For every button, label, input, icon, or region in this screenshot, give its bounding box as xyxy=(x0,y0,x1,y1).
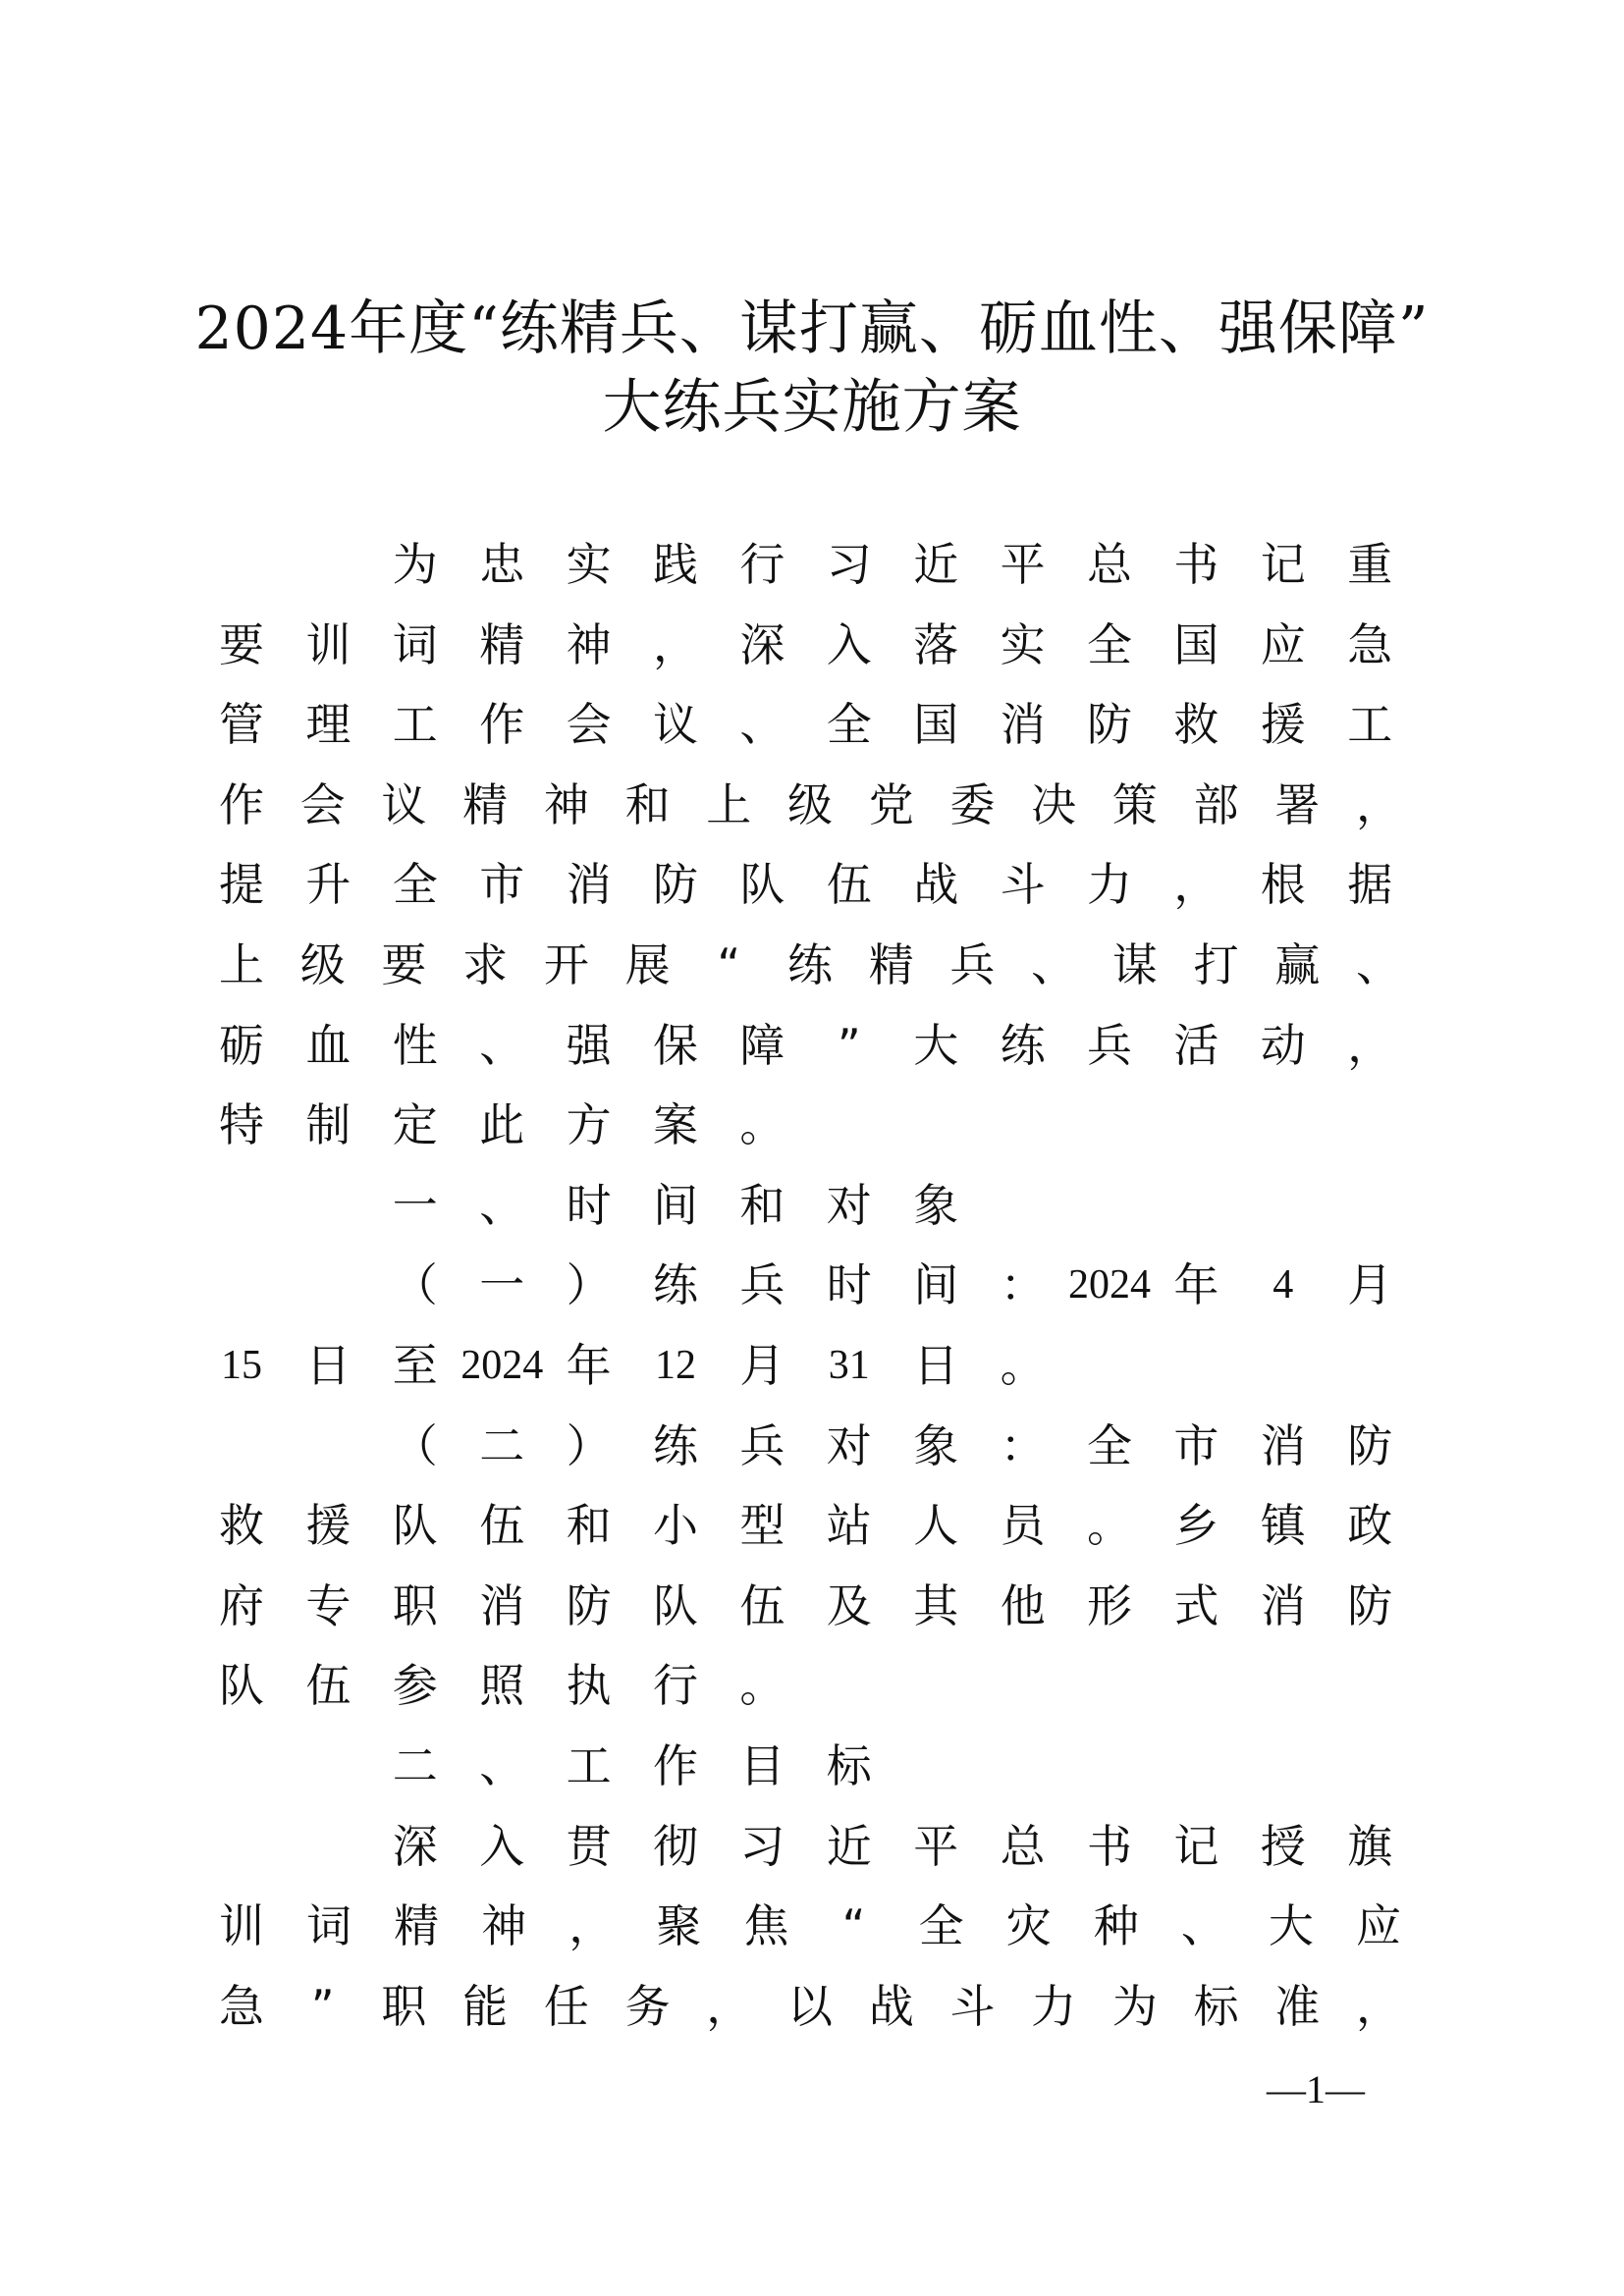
glyph: 员 xyxy=(1000,1499,1046,1553)
body-line xyxy=(0,1967,1624,2046)
glyph: 防 xyxy=(566,1578,612,1632)
glyph: 作 xyxy=(653,1739,698,1792)
glyph: 重 xyxy=(1347,538,1393,591)
glyph: 管 xyxy=(219,698,264,752)
glyph: 聚 xyxy=(656,1899,702,1953)
body-line xyxy=(0,1407,1624,1485)
glyph: 、 xyxy=(479,1739,525,1792)
glyph: 伍 xyxy=(305,1659,352,1713)
glyph: ， xyxy=(706,1979,752,2033)
glyph: 、 xyxy=(479,1178,525,1232)
glyph: 。 xyxy=(739,1659,785,1713)
glyph: 兵 xyxy=(1087,1018,1132,1072)
glyph: 神 xyxy=(481,1899,527,1953)
glyph: 。 xyxy=(1087,1499,1132,1553)
glyph: 二 xyxy=(479,1418,525,1472)
glyph: 任 xyxy=(543,1979,589,2033)
section-heading xyxy=(0,1166,1624,1245)
body-line xyxy=(0,845,1624,924)
body-line xyxy=(0,1567,1624,1645)
glyph: 其 xyxy=(913,1578,959,1632)
glyph: 府 xyxy=(219,1578,264,1632)
glyph: 为 xyxy=(1111,1979,1158,2033)
glyph: 精 xyxy=(462,777,509,831)
glyph: 和 xyxy=(624,777,671,831)
glyph: 案 xyxy=(653,1098,698,1152)
glyph: 日 xyxy=(305,1339,352,1392)
glyph: 展 xyxy=(624,938,671,991)
glyph: 作 xyxy=(219,777,264,831)
glyph: 制 xyxy=(305,1098,352,1152)
glyph: 提 xyxy=(219,858,264,912)
glyph: 全 xyxy=(918,1899,964,1953)
glyph: 血 xyxy=(305,1018,352,1072)
glyph: 决 xyxy=(1031,777,1077,831)
glyph: 近 xyxy=(913,538,959,591)
glyph: ： xyxy=(1000,1258,1046,1312)
glyph: 障 xyxy=(739,1018,785,1072)
glyph: 训 xyxy=(219,1899,264,1953)
glyph: 救 xyxy=(219,1499,264,1553)
glyph: 专 xyxy=(305,1578,352,1632)
glyph: 要 xyxy=(381,938,427,991)
glyph: 会 xyxy=(299,777,346,831)
glyph: 活 xyxy=(1173,1018,1219,1072)
glyph: 能 xyxy=(462,1979,509,2033)
glyph: 2024 xyxy=(1068,1262,1151,1308)
glyph: 署 xyxy=(1274,777,1321,831)
glyph: ： xyxy=(1000,1418,1046,1472)
glyph: 象 xyxy=(913,1418,959,1472)
glyph: 、 xyxy=(1180,1899,1226,1953)
glyph: 方 xyxy=(566,1098,612,1152)
glyph: 深 xyxy=(392,1819,438,1873)
glyph: 精 xyxy=(394,1899,440,1953)
glyph: 应 xyxy=(1260,617,1306,671)
glyph: 升 xyxy=(305,858,352,912)
glyph: 人 xyxy=(913,1499,959,1553)
glyph: 形 xyxy=(1087,1578,1132,1632)
glyph: 要 xyxy=(219,617,264,671)
glyph: 党 xyxy=(868,777,914,831)
glyph: 赢 xyxy=(1274,938,1321,991)
glyph: 消 xyxy=(1000,698,1046,752)
glyph: 时 xyxy=(826,1258,872,1312)
glyph: 目 xyxy=(739,1739,785,1792)
glyph: 斗 xyxy=(949,1979,996,2033)
glyph: 工 xyxy=(392,698,438,752)
body-line xyxy=(0,926,1624,1004)
glyph: 二 xyxy=(392,1739,438,1792)
glyph: 职 xyxy=(392,1578,438,1632)
page-number: —1— xyxy=(1267,2067,1365,2111)
glyph: 上 xyxy=(706,777,752,831)
glyph: 为 xyxy=(392,538,438,591)
body-line xyxy=(0,1807,1624,1886)
glyph: 伍 xyxy=(826,858,872,912)
glyph: 以 xyxy=(787,1979,833,2033)
glyph: 训 xyxy=(305,617,352,671)
glyph: 间 xyxy=(913,1258,959,1312)
glyph: 月 xyxy=(1347,1258,1393,1312)
glyph: 象 xyxy=(913,1178,959,1232)
glyph: 应 xyxy=(1356,1899,1401,1953)
glyph: 练 xyxy=(787,938,833,991)
glyph: ， xyxy=(653,617,698,671)
glyph: 根 xyxy=(1260,858,1306,912)
glyph: ， xyxy=(568,1899,615,1953)
glyph: 求 xyxy=(462,938,509,991)
section-heading xyxy=(0,1727,1624,1805)
glyph: 伍 xyxy=(479,1499,525,1553)
glyph: 15 xyxy=(221,1343,262,1388)
glyph: 动 xyxy=(1260,1018,1306,1072)
body-line xyxy=(0,1486,1624,1565)
glyph: 灾 xyxy=(1005,1899,1052,1953)
document-title-line-2: 大练兵实施方案 xyxy=(602,373,1022,442)
glyph: 、 xyxy=(1356,938,1401,991)
glyph: 和 xyxy=(739,1178,785,1232)
glyph: 记 xyxy=(1260,538,1306,591)
glyph: 精 xyxy=(868,938,914,991)
glyph: 队 xyxy=(219,1659,264,1713)
glyph: 作 xyxy=(479,698,525,752)
glyph: 词 xyxy=(392,617,438,671)
glyph: 对 xyxy=(826,1418,872,1472)
glyph: 深 xyxy=(739,617,785,671)
body-line xyxy=(0,685,1624,764)
glyph: 精 xyxy=(479,617,525,671)
glyph: 书 xyxy=(1087,1819,1132,1873)
glyph: 防 xyxy=(1347,1578,1393,1632)
glyph: ， xyxy=(1173,858,1219,912)
glyph: 兵 xyxy=(949,938,996,991)
glyph: 大 xyxy=(913,1018,959,1072)
glyph: 2024 xyxy=(460,1343,544,1388)
body-line xyxy=(0,525,1624,604)
glyph: 队 xyxy=(739,858,785,912)
glyph: 准 xyxy=(1274,1979,1321,2033)
glyph: 特 xyxy=(219,1098,264,1152)
glyph: 开 xyxy=(543,938,589,991)
glyph: 国 xyxy=(1173,617,1219,671)
glyph: 议 xyxy=(381,777,427,831)
glyph: 站 xyxy=(826,1499,872,1553)
glyph: 31 xyxy=(828,1343,870,1388)
glyph: 保 xyxy=(653,1018,698,1072)
glyph: 总 xyxy=(1000,1819,1046,1873)
glyph: 消 xyxy=(566,858,612,912)
body-line xyxy=(0,1086,1624,1164)
glyph: 平 xyxy=(913,1819,959,1873)
glyph: 标 xyxy=(826,1739,872,1792)
glyph: 兵 xyxy=(739,1258,785,1312)
glyph: 级 xyxy=(299,938,346,991)
glyph: 策 xyxy=(1111,777,1158,831)
glyph: “ xyxy=(717,938,741,991)
glyph: 全 xyxy=(1087,617,1132,671)
glyph: （ xyxy=(392,1418,438,1472)
glyph: 近 xyxy=(826,1819,872,1873)
glyph: 焦 xyxy=(743,1899,789,1953)
glyph: ， xyxy=(1347,1018,1393,1072)
glyph: 实 xyxy=(566,538,612,591)
glyph: 至 xyxy=(392,1339,438,1392)
glyph: 定 xyxy=(392,1098,438,1152)
body-line xyxy=(0,1246,1624,1324)
glyph: 式 xyxy=(1173,1578,1219,1632)
glyph: 上 xyxy=(219,938,264,991)
glyph: 平 xyxy=(1000,538,1046,591)
glyph: 年 xyxy=(1173,1258,1219,1312)
glyph: 日 xyxy=(913,1339,959,1392)
glyph: 全 xyxy=(1087,1418,1132,1472)
glyph: 小 xyxy=(653,1499,698,1553)
glyph: 斗 xyxy=(1000,858,1046,912)
glyph: 兵 xyxy=(739,1418,785,1472)
glyph: 参 xyxy=(392,1659,438,1713)
glyph: 援 xyxy=(305,1499,352,1553)
glyph: 忠 xyxy=(479,538,525,591)
glyph: ， xyxy=(1356,1979,1401,2033)
glyph: 大 xyxy=(1268,1899,1314,1953)
glyph: 救 xyxy=(1173,698,1219,752)
glyph: 、 xyxy=(479,1018,525,1072)
glyph: 防 xyxy=(653,858,698,912)
glyph: 全 xyxy=(826,698,872,752)
body-line xyxy=(0,766,1624,844)
glyph: 练 xyxy=(1000,1018,1046,1072)
glyph: 此 xyxy=(479,1098,525,1152)
glyph: ， xyxy=(1356,777,1401,831)
glyph: 市 xyxy=(1173,1418,1219,1472)
glyph: 力 xyxy=(1087,858,1132,912)
glyph: 总 xyxy=(1087,538,1132,591)
glyph: 级 xyxy=(787,777,833,831)
glyph: 种 xyxy=(1093,1899,1139,1953)
glyph: 全 xyxy=(392,858,438,912)
body-line xyxy=(0,1326,1624,1405)
glyph: 、 xyxy=(739,698,785,752)
glyph: 、 xyxy=(1031,938,1077,991)
glyph: 工 xyxy=(1347,698,1393,752)
glyph: 伍 xyxy=(739,1578,785,1632)
glyph: 性 xyxy=(392,1018,438,1072)
glyph: 践 xyxy=(653,538,698,591)
glyph: 消 xyxy=(1260,1578,1306,1632)
glyph: 队 xyxy=(653,1578,698,1632)
glyph: ） xyxy=(566,1418,612,1472)
glyph: 词 xyxy=(306,1899,352,1953)
glyph: 队 xyxy=(392,1499,438,1553)
glyph: 彻 xyxy=(653,1819,698,1873)
glyph: 记 xyxy=(1173,1819,1219,1873)
glyph: 对 xyxy=(826,1178,872,1232)
body-line xyxy=(0,1887,1624,1965)
glyph: 政 xyxy=(1347,1499,1393,1553)
glyph: 练 xyxy=(653,1418,698,1472)
glyph: 会 xyxy=(566,698,612,752)
glyph: 4 xyxy=(1272,1262,1294,1308)
glyph: 月 xyxy=(739,1339,785,1392)
glyph: 国 xyxy=(913,698,959,752)
glyph: 旗 xyxy=(1347,1819,1393,1873)
glyph: 镇 xyxy=(1260,1499,1306,1553)
glyph: （ xyxy=(392,1258,438,1312)
glyph: 贯 xyxy=(566,1819,612,1873)
glyph: 。 xyxy=(1000,1339,1046,1392)
glyph: 年 xyxy=(566,1339,612,1392)
glyph: 援 xyxy=(1260,698,1306,752)
glyph: 授 xyxy=(1260,1819,1306,1873)
glyph: 标 xyxy=(1193,1979,1239,2033)
glyph: 防 xyxy=(1087,698,1132,752)
glyph: 消 xyxy=(479,1578,525,1632)
glyph: 战 xyxy=(913,858,959,912)
glyph: 谋 xyxy=(1111,938,1158,991)
glyph: 。 xyxy=(739,1098,785,1152)
glyph: 理 xyxy=(305,698,352,752)
glyph: 战 xyxy=(868,1979,914,2033)
glyph: 及 xyxy=(826,1578,872,1632)
glyph: 实 xyxy=(1000,617,1046,671)
glyph: 书 xyxy=(1173,538,1219,591)
glyph: 执 xyxy=(566,1659,612,1713)
glyph: 习 xyxy=(826,538,872,591)
glyph: 工 xyxy=(566,1739,612,1792)
glyph: 一 xyxy=(479,1258,525,1312)
glyph: ” xyxy=(310,1979,335,2033)
glyph: 行 xyxy=(739,538,785,591)
glyph: “ xyxy=(841,1899,866,1953)
glyph: 落 xyxy=(913,617,959,671)
glyph: 委 xyxy=(949,777,996,831)
glyph: 间 xyxy=(653,1178,698,1232)
glyph: ” xyxy=(837,1018,861,1072)
glyph: 职 xyxy=(381,1979,427,2033)
glyph: 照 xyxy=(479,1659,525,1713)
glyph: 时 xyxy=(566,1178,612,1232)
glyph: 他 xyxy=(1000,1578,1046,1632)
glyph: 消 xyxy=(1260,1418,1306,1472)
glyph: 练 xyxy=(653,1258,698,1312)
glyph: 神 xyxy=(543,777,589,831)
glyph: 入 xyxy=(826,617,872,671)
glyph: 务 xyxy=(624,1979,671,2033)
body-line xyxy=(0,1646,1624,1725)
glyph: 急 xyxy=(1347,617,1393,671)
glyph: 型 xyxy=(739,1499,785,1553)
glyph: 部 xyxy=(1193,777,1239,831)
glyph: 据 xyxy=(1347,858,1393,912)
glyph: 12 xyxy=(655,1343,696,1388)
glyph: 入 xyxy=(479,1819,525,1873)
glyph: 强 xyxy=(566,1018,612,1072)
glyph: ） xyxy=(566,1258,612,1312)
body-line xyxy=(0,1006,1624,1085)
glyph: 防 xyxy=(1347,1418,1393,1472)
glyph: 力 xyxy=(1031,1979,1077,2033)
glyph: 议 xyxy=(653,698,698,752)
glyph: 市 xyxy=(479,858,525,912)
document-title-line-1: 2024年度“练精兵、谋打赢、砺血性、强保障” xyxy=(194,294,1430,363)
glyph: 行 xyxy=(653,1659,698,1713)
glyph: 乡 xyxy=(1173,1499,1219,1553)
glyph: 一 xyxy=(392,1178,438,1232)
glyph: 急 xyxy=(219,1979,264,2033)
glyph: 神 xyxy=(566,617,612,671)
glyph: 习 xyxy=(739,1819,785,1873)
glyph: 砺 xyxy=(219,1018,264,1072)
body-line xyxy=(0,606,1624,684)
glyph: 和 xyxy=(566,1499,612,1553)
glyph: 打 xyxy=(1193,938,1239,991)
